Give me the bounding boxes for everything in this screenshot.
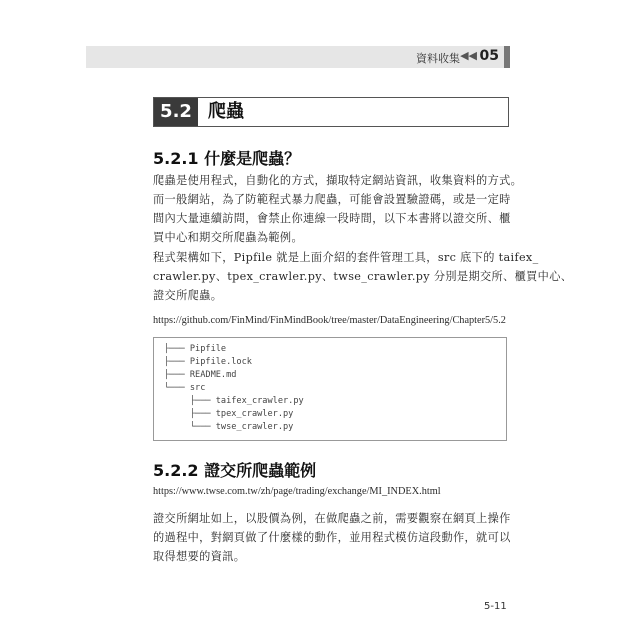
header-accent-bar: [504, 46, 510, 68]
section-title: 爬蟲: [208, 101, 244, 122]
paragraph-line: 爬蟲是使用程式，自動化的方式，擷取特定網站資訊，收集資料的方式。: [153, 174, 523, 187]
section-title-box: [153, 97, 509, 127]
tree-line: └─── twse_crawler.py: [164, 422, 294, 432]
tree-line: ├─── taifex_crawler.py: [164, 396, 304, 406]
tree-line: ├─── Pipfile: [164, 344, 227, 354]
paragraph-line: crawler.py、tpex_crawler.py、twse_crawler.py 分別是期交所、櫃買中心、: [153, 270, 573, 283]
file-tree-box: [153, 337, 507, 441]
section-number: 5.2: [154, 98, 198, 126]
paragraph-line: 程式架構如下，Pipfile 就是上面介紹的套件管理工具，src 底下的 taifex_: [153, 251, 539, 264]
paragraph-line: 間內大量連續訪問，會禁止你連線一段時間，以下本書將以證交所、櫃: [153, 212, 511, 225]
chapter-number: 05: [479, 48, 499, 64]
chapter-header: [86, 46, 510, 68]
tree-line: ├─── Pipfile.lock: [164, 357, 252, 367]
paragraph-line: 的過程中，對網頁做了什麼樣的動作，並用程式模仿這段動作，就可以: [153, 531, 511, 544]
paragraph-intro: [153, 171, 523, 247]
subsection-heading-2: 5.2.2 證交所爬蟲範例: [153, 461, 317, 480]
paragraph-twse: [153, 509, 509, 566]
paragraph-line: 證交所爬蟲。: [153, 289, 223, 302]
twse-url: https://www.twse.com.tw/zh/page/trading/exchange/MI_INDEX.html: [153, 486, 441, 497]
tree-line: ├─── tpex_crawler.py: [164, 409, 294, 419]
subsection-heading-1: 5.2.1 什麼是爬蟲？: [153, 149, 301, 168]
chapter-title: 資料收集: [416, 52, 460, 65]
tree-line: ├─── README.md: [164, 370, 237, 380]
paragraph-line: 而一般網站，為了防範程式暴力爬蟲，可能會設置驗證碼，或是一定時: [153, 193, 511, 206]
paragraph-line: 取得想要的資訊。: [153, 550, 246, 563]
double-arrow-icon: ◀◀: [460, 49, 477, 62]
page-number: 5-11: [484, 601, 507, 612]
tree-line: └─── src: [164, 383, 206, 393]
github-url: https://github.com/FinMind/FinMindBook/tree/master/DataEngineering/Chapter5/5.2: [153, 315, 506, 326]
paragraph-structure: [153, 248, 573, 305]
paragraph-line: 證交所網址如上，以股價為例，在做爬蟲之前，需要觀察在網頁上操作: [153, 512, 511, 525]
paragraph-line: 買中心和期交所爬蟲為範例。: [153, 231, 303, 244]
